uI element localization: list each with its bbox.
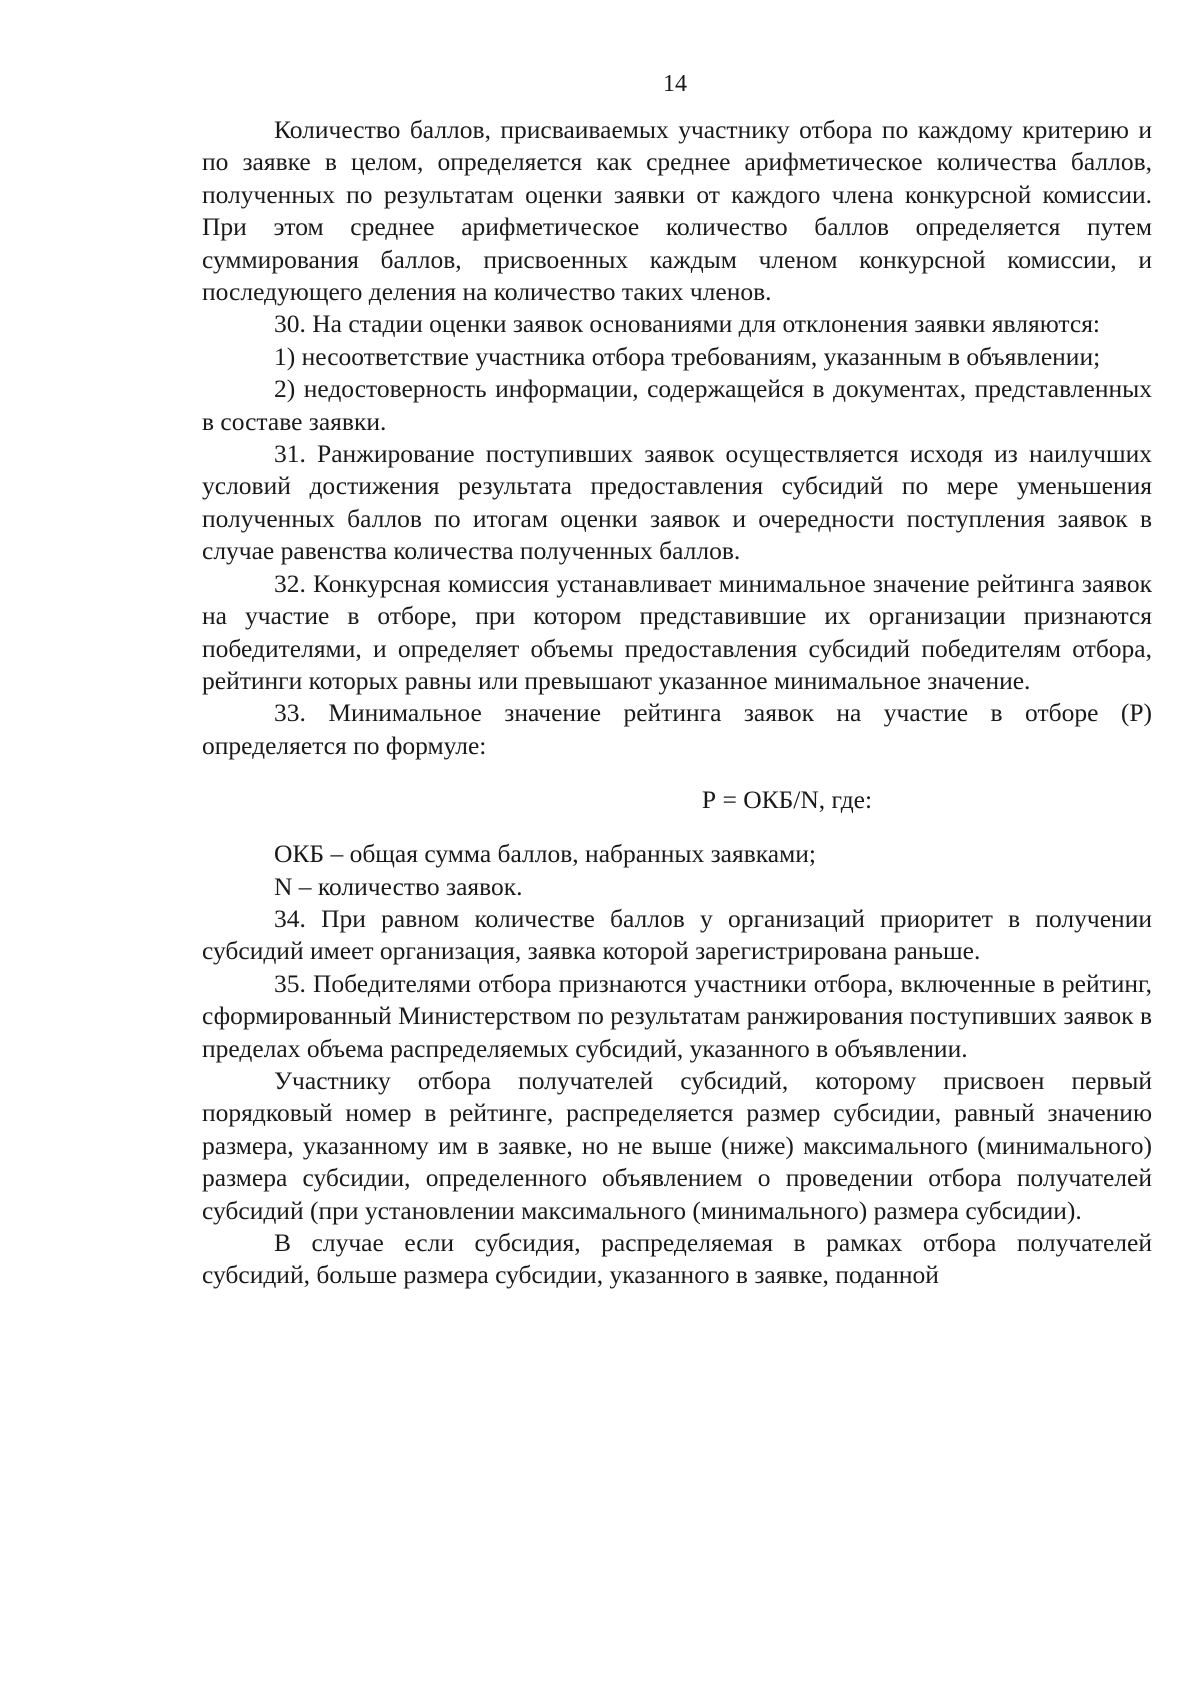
paragraph-35: 35. Победителями отбора признаются участники отбора, включенные в рейтинг, сформированный Министерством по результатам ранжирования поступивших заявок в пределах объема распределяемых субсидий, указанного в объявлении. [202,968,1152,1063]
formula: Р = ОКБ/N, где: [701,785,873,815]
page-number: 14 [663,71,687,97]
paragraph-33: 33. Минимальное значение рейтинга заявок на участие в отборе (Р) определяется по формуле: [202,698,1152,760]
legend-okb: ОКБ – общая сумма баллов, набранных заявками; [274,839,816,869]
paragraph-scoring: Количество баллов, присваиваемых участнику отбора по каждому критерию и по заявке в целом, определяется как среднее арифметическое количества баллов, полученных по результатам оценки заявки от каждого члена конкурсной комиссии. При этом среднее арифметическое количество баллов определяется путем суммирования баллов, присвоенных каждым членом конкурсной комиссии, и последующего деления на количество таких членов. [202,115,1152,307]
paragraph-30: 30. На стадии оценки заявок основаниями для отклонения заявки являются: [274,309,1101,339]
paragraph-34: 34. При равном количестве баллов у организаций приоритет в получении субсидий имеет организация, заявка которой зарегистрирована раньше. [202,903,1152,966]
legend-n: N – количество заявок. [274,871,523,901]
document-body [202,114,1152,1292]
paragraph-first-rank: Участнику отбора получателей субсидий, которому присвоен первый порядковый номер в рейтинге, распределяется размер субсидии, равный значению размера, указанному им в заявке, но не выше (ниже) максимального (минимального) размера субсидии, определенного объявлением о проведении отбора получателей субсидий (при установлении максимального (минимального) размера субсидии). [202,1065,1152,1225]
paragraph-excess-subsidy: В случае если субсидия, распределяемая в рамках отбора получателей субсидий, больше размера субсидии, указанного в заявке, поданной [202,1228,1152,1290]
list-item-2: 2) недостоверность информации, содержащейся в документах, представленных в составе заявки. [202,374,1152,436]
list-item-1: 1) несоответствие участника отбора требованиям, указанным в объявлении; [274,341,1101,371]
paragraph-32: 32. Конкурсная комиссия устанавливает минимальное значение рейтинга заявок на участие в отборе, при котором представившие их организации признаются победителями, и определяет объемы предоставления субсидий победителям отбора, рейтинги которых равны или превышают указанное минимальное значение. [202,568,1152,695]
paragraph-31: 31. Ранжирование поступивших заявок осуществляется исходя из наилучших условий достижения результата предоставления субсидий по мере уменьшения полученных баллов по итогам оценки заявок и очередности поступления заявок в случае равенства количества полученных баллов. [202,439,1152,566]
